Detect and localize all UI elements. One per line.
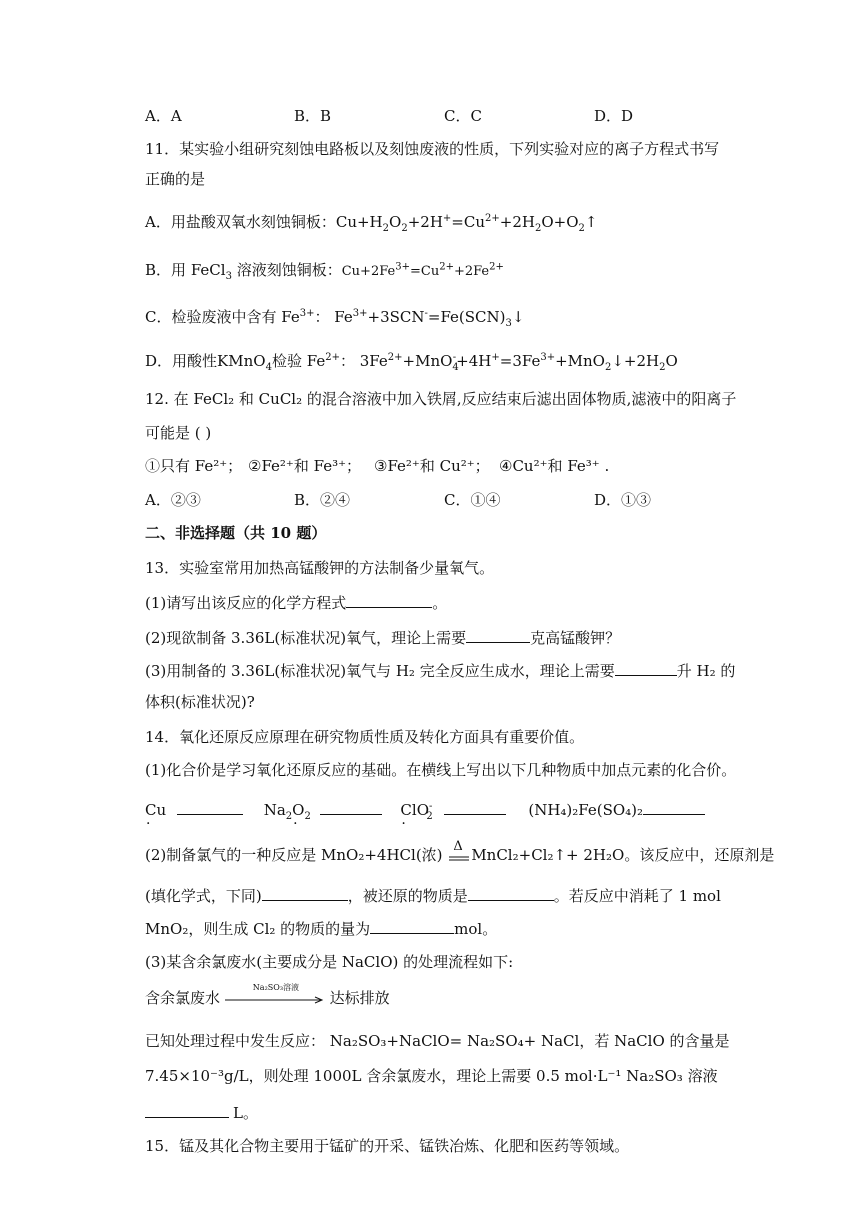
q15-stem: 15．锰及其化合物主要用于锰矿的开采、锰铁冶炼、化肥和医药等领域。 <box>145 1137 630 1155</box>
q11-option-b-fecl3: FeCl$_3$ <box>190 261 232 282</box>
q11-option-c-equation: $Fe^{3+}+3SCN^-=Fe(SCN)_3↓$ <box>334 308 525 329</box>
q12-item-4 <box>499 456 609 476</box>
flow-reagent: Na₂SO₃溶液 <box>252 983 300 992</box>
q11-option-b-equation: $Cu+2Fe^{3+}=Cu^{2+}+2Fe^{2+}$ <box>341 261 504 279</box>
q11-stem-line1: 11．某实验小组研究刻蚀电路板以及刻蚀废液的性质，下列实验对应的离子方程式书写 <box>145 140 720 158</box>
q11-option-d-ion: $Fe^{2+}$ <box>306 352 340 370</box>
q14-part4-line1: 已知处理过程中发生反应： Na₂SO₃+NaClO= Na₂SO₄+ NaCl，若 NaClO 的含量是 <box>145 1032 730 1050</box>
q14-species-1-rest: u <box>156 801 167 819</box>
prev-option-c: C．C <box>444 107 482 125</box>
q12-stem-line2: 可能是 ( ) <box>145 424 212 442</box>
answer-blank[interactable] <box>262 884 348 901</box>
q13-part3-end: 升 H₂ 的 <box>676 662 736 680</box>
q14-species-3-dotted: Cl · <box>400 800 416 820</box>
q14-part1: (1)化合价是学习氧化还原反应的基础。在横线上写出以下几种物质中加点元素的化合价。 <box>145 761 737 779</box>
answer-blank[interactable] <box>370 917 454 934</box>
q11-option-a <box>145 212 597 232</box>
q13-part3-line2: 体积(标准状况)? <box>145 693 255 711</box>
q11-option-b <box>145 260 504 282</box>
q11-option-d-equation: $3Fe^{2+}+MnO_4^-+4H^+=3Fe^{3+}+MnO_2↓+2H_2O$ <box>359 352 678 373</box>
q13-part1 <box>145 591 447 613</box>
prev-option-a: A．A <box>145 107 182 125</box>
q14-part2-text3: (填化学式，下同) <box>145 887 262 905</box>
flow-end: 达标排放 <box>329 989 390 1007</box>
q12-item-4-ion: Fe³⁺ <box>567 457 600 475</box>
flow-start: 含余氯废水 <box>145 989 221 1007</box>
q13-part1-text: (1)请写出该反应的化学方程式 <box>145 594 347 612</box>
q13-part2-end: 克高锰酸钾？ <box>530 629 621 647</box>
prev-option-b: B．B <box>294 107 332 125</box>
q14-part2-text: (2)制备氯气的一种反应是 MnO₂+4HCl(浓) <box>145 846 443 864</box>
q11-option-c-text: C．检验废液中含有 <box>145 308 277 326</box>
flow-diagram <box>145 983 390 1008</box>
q11-option-d-colon: ： <box>339 352 355 370</box>
q13-part3 <box>145 659 735 681</box>
delta-symbol: Δ <box>453 839 463 854</box>
q14-species-3-rest: O <box>416 801 430 819</box>
q11-stem-line2: 正确的是 <box>145 170 206 188</box>
q14-part2-text4: ，被还原的物质是 <box>347 887 468 905</box>
q12-option-d: D．①③ <box>594 491 652 509</box>
answer-blank[interactable] <box>468 884 554 901</box>
q11-option-b-text: B．用 <box>145 261 187 279</box>
q14-species-1-dotted: C · <box>145 800 156 820</box>
q12-item-1: ①只有 Fe²⁺； <box>145 457 243 475</box>
flow-arrow <box>225 983 325 1005</box>
answer-blank[interactable] <box>615 659 677 676</box>
q12-option-c: C．①④ <box>444 491 501 509</box>
q13-part2-text: (2)现欲制备 3.36L(标准状况)氧气，理论上需要 <box>145 629 467 647</box>
q12-option-a: A．②③ <box>145 491 201 509</box>
q14-species-4: (NH₄)₂Fe(SO₄)₂ <box>528 801 644 819</box>
q14-part4-end: L。 <box>233 1104 258 1122</box>
q14-stem: 14．氧化还原反应原理在研究物质性质及转化方面具有重要价值。 <box>145 728 585 746</box>
q12-stem-line1: 12. 在 FeCl₂ 和 CuCl₂ 的混合溶液中加入铁屑,反应结束后滤出固体物质,滤液中的阳离子 <box>145 390 737 408</box>
answer-blank[interactable] <box>177 798 243 815</box>
q13-stem: 13．实验室常用加热高锰酸钾的方法制备少量氧气。 <box>145 559 495 577</box>
q14-part4-line3 <box>145 1101 258 1123</box>
prev-option-d: D．D <box>594 107 634 125</box>
section-heading: 二、非选择题（共 10 题） <box>145 524 327 542</box>
answer-blank[interactable] <box>346 591 432 608</box>
q12-item-4-text: ④Cu²⁺和 <box>499 457 563 475</box>
q14-part2-text7: mol。 <box>454 920 498 938</box>
q11-option-b-text2: 溶液刻蚀铜板： <box>236 261 342 279</box>
q11-option-a-text: A．用盐酸双氧水刻蚀铜板： <box>145 213 336 231</box>
q14-species-2-a: Na <box>263 801 286 819</box>
q14-part4-line2: 7.45×10⁻³g/L，则处理 1000L 含余氯废水，理论上需要 0.5 mol·L⁻¹ Na₂SO₃ 溶液 <box>145 1067 718 1085</box>
answer-blank[interactable] <box>444 798 506 815</box>
q12-item-3: ③Fe²⁺和 Cu²⁺； <box>374 457 490 475</box>
q12-option-b: B．②④ <box>294 491 351 509</box>
q14-part2-text5: 。若反应中消耗了 1 mol <box>553 887 721 905</box>
q13-part1-end: 。 <box>432 594 448 612</box>
arrow-icon <box>225 993 325 1005</box>
q11-option-d-kmno4: KMnO$_4$ <box>217 352 272 373</box>
q14-part2-line3 <box>145 917 497 939</box>
q11-option-d <box>145 351 678 371</box>
q14-part2 <box>145 839 775 865</box>
q13-part3-text: (3)用制备的 3.36L(标准状况)氧气与 H₂ 完全反应生成水，理论上需要 <box>145 662 615 680</box>
q11-option-d-text: D．用酸性 <box>145 352 218 370</box>
q12-item-4-end: . <box>604 457 610 475</box>
answer-blank[interactable] <box>466 626 530 643</box>
q11-option-c-ion: $Fe^{3+}$ <box>281 308 315 326</box>
q14-part3: (3)某含余氯废水(主要成分是 NaClO) 的处理流程如下: <box>145 953 514 971</box>
q14-species-2-dotted: O · <box>292 800 304 820</box>
q14-species-row: C ·u $Na_2O \cdot_2$ $Cl \cdot O^-_2$ (NH₄)₂Fe(SO₄)₂ <box>145 798 705 820</box>
q11-option-c-colon: ： <box>314 308 330 326</box>
equals-sign <box>447 847 471 865</box>
answer-blank[interactable] <box>145 1101 229 1118</box>
q13-part2 <box>145 626 620 648</box>
answer-blank[interactable] <box>643 798 705 815</box>
answer-blank[interactable] <box>320 798 382 815</box>
q11-option-c <box>145 307 524 327</box>
q14-part2-line2 <box>145 884 721 906</box>
q14-part2-text2: MnCl₂+Cl₂↑+ 2H₂O。该反应中，还原剂是 <box>471 846 775 864</box>
q12-item-2: ②Fe²⁺和 Fe³⁺； <box>248 457 362 475</box>
heat-condition <box>447 839 471 865</box>
q14-part2-text6: MnO₂，则生成 Cl₂ 的物质的量为 <box>145 920 371 938</box>
q11-option-d-text2: 检验 <box>271 352 302 370</box>
q11-option-a-equation: $Cu+H_2O_2+2H^+=Cu^{2+}+2H_2O+O_2↑$ <box>335 213 598 234</box>
